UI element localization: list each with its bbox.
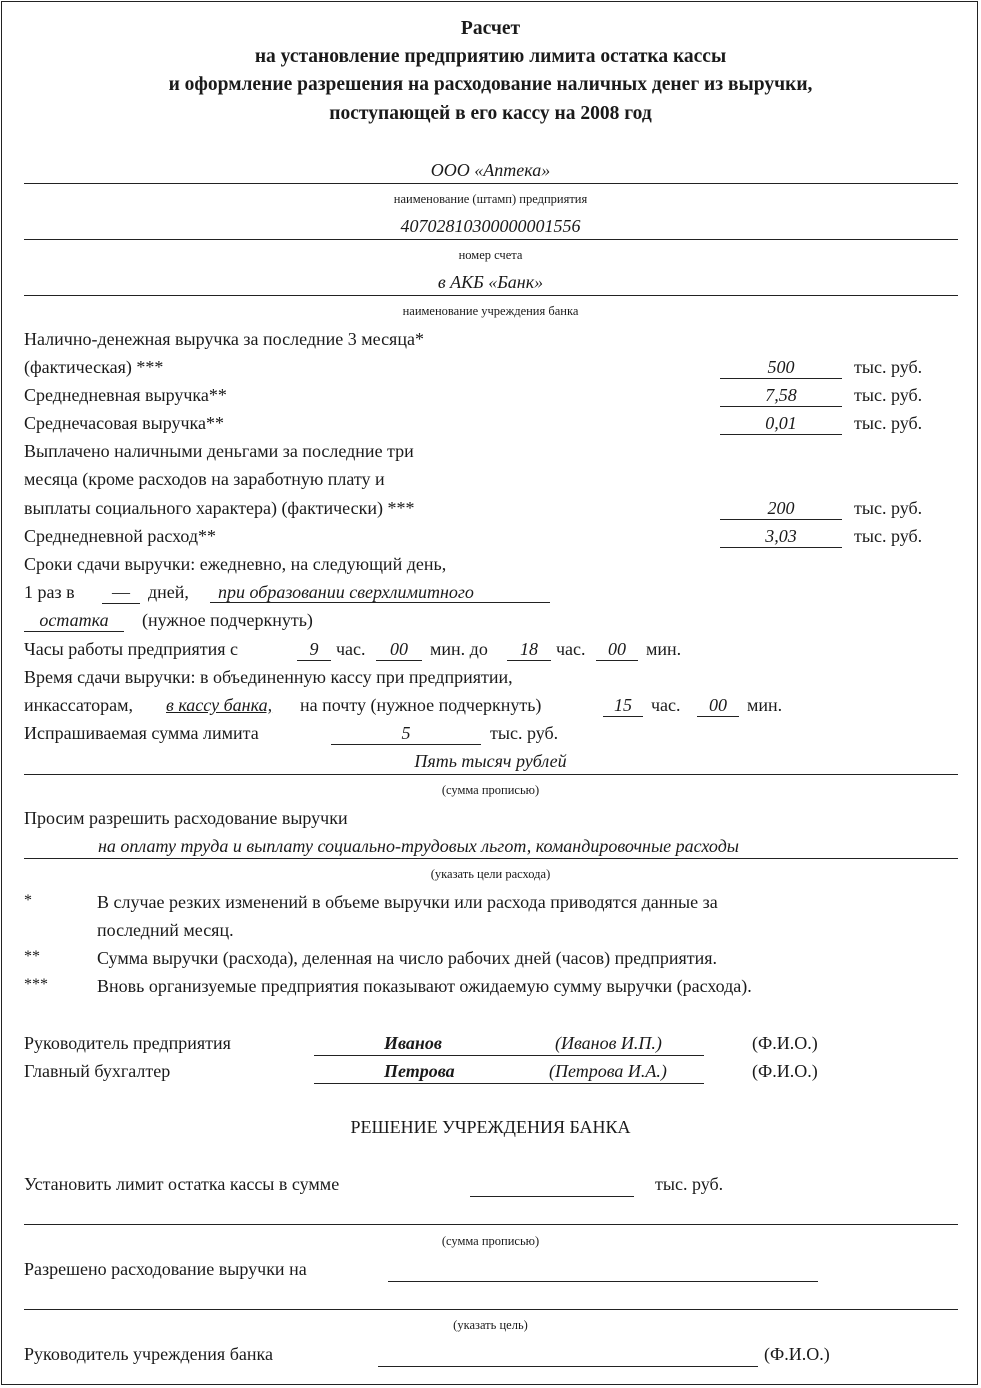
delivery-min: 00 (697, 695, 739, 717)
title-line3: и оформление разрешения на расходование наличных денег из выручки, (168, 74, 813, 95)
bank-line (24, 295, 958, 296)
hours-h1: час. (336, 639, 366, 659)
hourly-revenue-unit: тыс. руб. (854, 413, 923, 433)
terms-excess-1: при образовании сверхлимитного (210, 582, 550, 603)
bank-purpose-caption: (указать цель) (453, 1318, 528, 1332)
bank-name: в АКБ «Банк» (437, 272, 544, 292)
hours-label: Часы работы предприятия с (24, 639, 238, 659)
hourly-revenue-label: Среднечасовая выручка** (24, 413, 225, 433)
limit-words-line (24, 774, 958, 775)
bank-head-fio: (Ф.И.О.) (764, 1344, 830, 1364)
bank-limit-blank (470, 1175, 634, 1197)
hours-to-m: 00 (596, 639, 638, 661)
paid-value: 200 (720, 498, 842, 520)
spending-caption: (указать цели расхода) (430, 867, 551, 881)
limit-words-caption: (сумма прописью) (441, 783, 540, 797)
note-1-mark: * (24, 892, 32, 909)
accountant-signature: Петрова (384, 1061, 455, 1081)
head-sign-line (314, 1055, 704, 1056)
spending-label: Просим разрешить расходование выручки (24, 808, 348, 828)
terms-once-value: — (102, 582, 140, 604)
daily-revenue-value: 7,58 (720, 385, 842, 407)
terms-once-prefix: 1 раз в (24, 582, 75, 602)
head-name: (Иванов И.П.) (555, 1033, 662, 1053)
org-name-line (24, 183, 958, 184)
terms-underline-note: (нужное подчеркнуть) (142, 610, 313, 630)
daily-expense-label: Среднедневной расход** (24, 526, 217, 546)
hours-from-m: 00 (376, 639, 422, 661)
note-1-text-2: последний месяц. (97, 920, 234, 940)
limit-label: Испрашиваемая сумма лимита (24, 723, 259, 743)
note-3-text: Вновь организуемые предприятия показывают ожидаемую сумму выручки (расхода). (97, 976, 752, 996)
paid-unit: тыс. руб. (854, 498, 923, 518)
delivery-collectors: инкассаторам, (24, 695, 133, 715)
revenue-label-1: Налично-денежная выручка за последние 3 месяца* (24, 329, 424, 349)
bank-purpose-line (24, 1309, 958, 1310)
accountant-name: (Петрова И.А.) (549, 1061, 667, 1081)
spending-purpose: на оплату труда и выплату социально-трудовых льгот, командировочные расходы (98, 836, 739, 856)
spending-line (24, 858, 958, 859)
hours-m: мин. (646, 639, 682, 659)
delivery-hour: 15 (603, 695, 643, 717)
title-line2: на установление предприятию лимита остатка кассы (254, 46, 727, 67)
note-2-text: Сумма выручки (расхода), деленная на число рабочих дней (часов) предприятия. (97, 948, 718, 968)
revenue-unit: тыс. руб. (854, 357, 923, 377)
title-line1: Расчет (460, 18, 521, 39)
account-caption: номер счета (458, 248, 523, 262)
paid-label-1: Выплачено наличными деньгами за последние три (24, 441, 414, 461)
delivery-m: мин. (747, 695, 783, 715)
title-line4: поступающей в его кассу на 2008 год (329, 103, 652, 124)
account-number: 40702810300000001556 (400, 216, 581, 236)
bank-allowed-label: Разрешено расходование выручки на (24, 1259, 307, 1279)
hourly-revenue-value: 0,01 (720, 413, 842, 435)
delivery-line-1: Время сдачи выручки: в объединенную кассу при предприятии, (24, 667, 513, 687)
accountant-fio: (Ф.И.О.) (752, 1061, 818, 1081)
revenue-label-2: (фактическая) *** (24, 357, 164, 377)
paid-label-2: месяца (кроме расходов на заработную плату и (24, 469, 385, 489)
terms-days: дней, (148, 582, 189, 602)
account-line (24, 239, 958, 240)
head-label: Руководитель предприятия (24, 1033, 231, 1053)
hours-from-h: 9 (297, 639, 331, 661)
note-3-mark: *** (24, 976, 48, 993)
bank-caption: наименование учреждения банка (402, 304, 579, 318)
org-name: ООО «Аптека» (430, 160, 551, 180)
terms-excess-2: остатка (24, 610, 124, 632)
bank-sum-caption: (сумма прописью) (441, 1234, 540, 1248)
bank-limit-label: Установить лимит остатка кассы в сумме (24, 1174, 340, 1194)
bank-head-label: Руководитель учреждения банка (24, 1344, 273, 1364)
daily-expense-value: 3,03 (720, 526, 842, 548)
limit-unit: тыс. руб. (490, 723, 559, 743)
limit-words: Пять тысяч рублей (414, 751, 567, 771)
head-fio: (Ф.И.О.) (752, 1033, 818, 1053)
daily-revenue-unit: тыс. руб. (854, 385, 923, 405)
note-1-text-1: В случае резких изменений в объеме выручки или расхода приводятся данные за (97, 892, 718, 912)
bank-allowed-blank (388, 1260, 818, 1282)
bank-head-blank (378, 1345, 758, 1367)
hours-m-to: мин. до (430, 639, 488, 659)
bank-limit-unit: тыс. руб. (655, 1174, 724, 1194)
terms-line-1: Сроки сдачи выручки: ежедневно, на следующий день, (24, 554, 447, 574)
accountant-label: Главный бухгалтер (24, 1061, 171, 1081)
accountant-sign-line (314, 1083, 704, 1084)
limit-value: 5 (331, 723, 481, 745)
delivery-h: час. (651, 695, 681, 715)
org-name-caption: наименование (штамп) предприятия (393, 192, 588, 206)
hours-to-h: 18 (507, 639, 551, 661)
bank-decision-heading: РЕШЕНИЕ УЧРЕЖДЕНИЯ БАНКА (350, 1117, 631, 1137)
delivery-post: на почту (нужное подчеркнуть) (300, 695, 542, 715)
note-2-mark: ** (24, 948, 40, 965)
bank-sum-line (24, 1224, 958, 1225)
revenue-value: 500 (720, 357, 842, 379)
daily-expense-unit: тыс. руб. (854, 526, 923, 546)
daily-revenue-label: Среднедневная выручка** (24, 385, 227, 405)
hours-h2: час. (556, 639, 586, 659)
delivery-bank-cash: в кассу банка, (166, 695, 273, 715)
paid-label-3: выплаты социального характера) (фактически) *** (24, 498, 415, 518)
head-signature: Иванов (384, 1033, 442, 1053)
